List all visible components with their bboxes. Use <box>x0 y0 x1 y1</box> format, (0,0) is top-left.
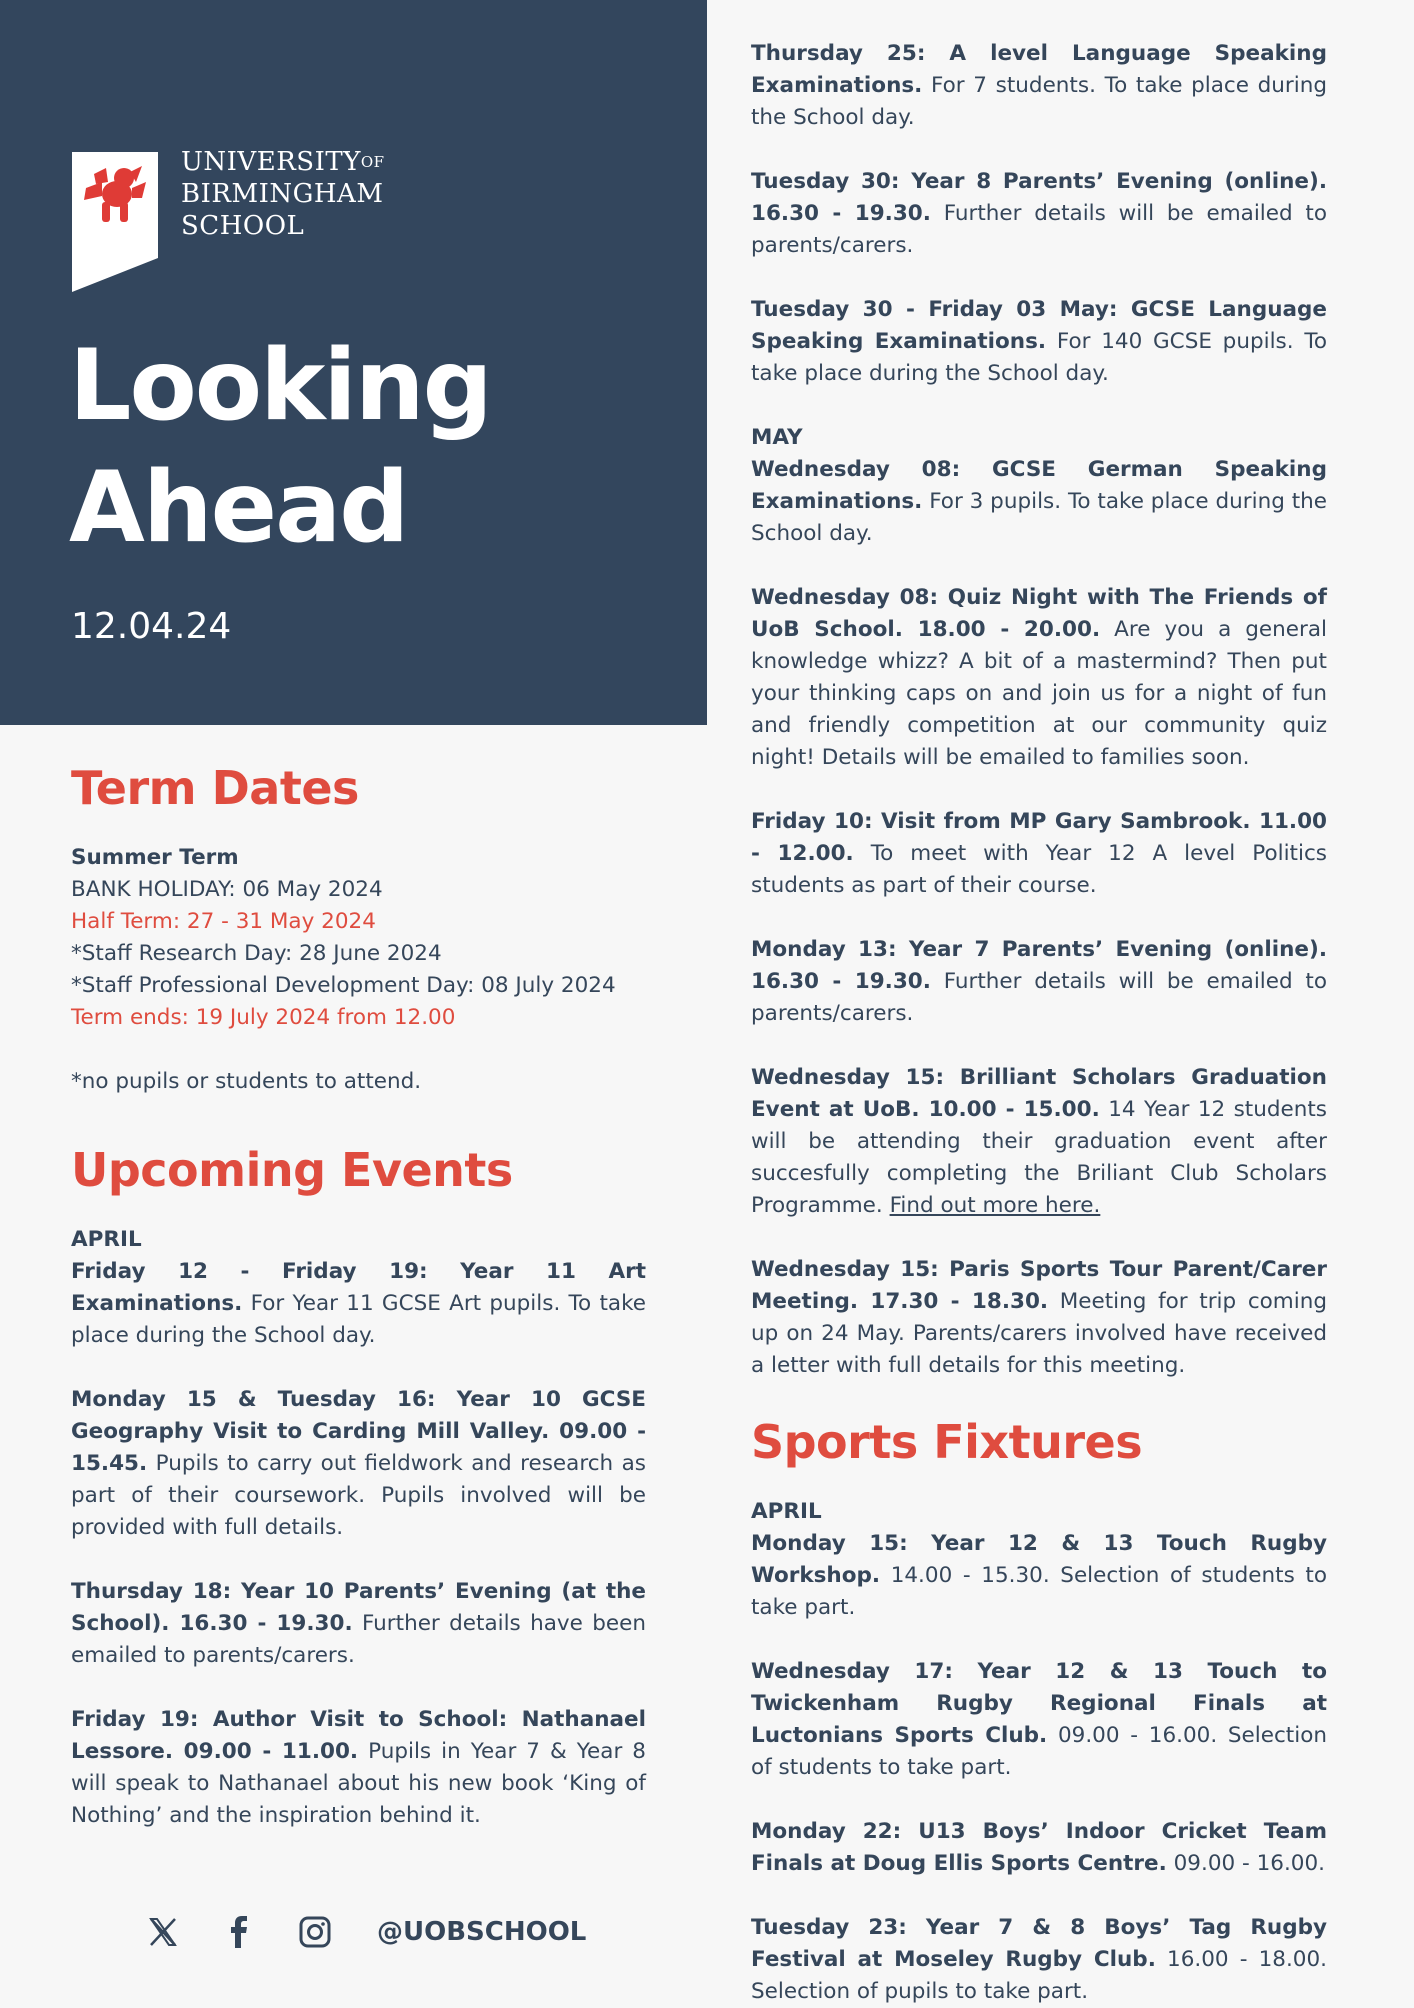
half-term: Half Term: 27 - 31 May 2024 <box>71 909 376 934</box>
event-item: Thursday 25: A level Language Speaking Examinations. For 7 students. To take place during the School day. <box>751 41 1327 130</box>
term-ends: Term ends: 19 July 2024 from 12.00 <box>71 1005 456 1030</box>
issue-date: 12.04.24 <box>71 606 232 647</box>
event-item: Monday 13: Year 7 Parents’ Evening (online). 16.30 - 19.30. Further details will be emailed to parents/carers. <box>751 937 1327 1026</box>
event-item: Wednesday 15: Brilliant Scholars Graduation Event at UoB. 10.00 - 15.00. 14 Year 12 students will be attending their graduation event after succesfully completing the Briliant Club Scholars Programme. Find out more here. <box>751 1065 1327 1218</box>
event-item: Wednesday 08: GCSE German Speaking Examinations. For 3 pupils. To take place during the School day. <box>751 457 1327 546</box>
facebook-icon[interactable] <box>221 1914 257 1950</box>
event-item: Tuesday 30 - Friday 03 May: GCSE Language Speaking Examinations. For 140 GCSE pupils. To take place during the School day. <box>751 297 1327 386</box>
right-column <box>751 38 1327 2008</box>
event-item: Wednesday 15: Paris Sports Tour Parent/Carer Meeting. 17.30 - 18.30. Meeting for trip coming up on 24 May. Parents/carers involved have received a letter with full details for this meeting. <box>751 1257 1327 1378</box>
event-item: Friday 19: Author Visit to School: Nathanael Lessore. 09.00 - 11.00. Pupils in Year 7 & Year 8 will speak to Nathanael about his new book ‘King of Nothing’ and the inspiration behind it. <box>71 1707 646 1828</box>
upcoming-events-heading: Upcoming Events <box>71 1143 513 1197</box>
month-label: APRIL <box>751 1499 822 1524</box>
page-title <box>69 325 491 569</box>
event-item: Wednesday 08: Quiz Night with The Friends of UoB School. 18.00 - 20.00. Are you a general knowledge whizz? A bit of a mastermind? Then put your thinking caps on and join us for a night of fun and friendly competition at our community quiz night! Details will be emailed to families soon. <box>751 585 1327 770</box>
term-dates-list <box>71 842 646 1098</box>
instagram-icon[interactable] <box>297 1914 333 1950</box>
school-logo <box>72 147 432 292</box>
sports-fixtures-heading: Sports Fixtures <box>751 1415 1143 1469</box>
term-name: Summer Term <box>71 845 239 870</box>
fixture-item: Wednesday 17: Year 12 & 13 Touch to Twickenham Rugby Regional Finals at Luctonians Sports Club. 09.00 - 16.00. Selection of students to take part. <box>751 1659 1327 1780</box>
staff-pd-day: *Staff Professional Development Day: 08 July 2024 <box>71 973 616 998</box>
social-links <box>145 1910 586 1954</box>
event-item: Thursday 18: Year 10 Parents’ Evening (at the School). 16.30 - 19.30. Further details have been emailed to parents/carers. <box>71 1579 646 1668</box>
title-line-1: Looking <box>69 329 491 443</box>
term-footnote: *no pupils or students to attend. <box>71 1069 422 1094</box>
logo-wordmark: $UNIVERSITY^{OF}$ BIRMINGHAM SCHOOL <box>181 147 385 241</box>
fixture-item: Monday 15: Year 12 & 13 Touch Rugby Workshop. 14.00 - 15.30. Selection of students to take part. <box>751 1531 1327 1620</box>
sports-fixtures-list <box>751 1496 1327 2008</box>
term-dates-heading: Term Dates <box>71 761 359 815</box>
event-item: Tuesday 30: Year 8 Parents’ Evening (online). 16.30 - 19.30. Further details will be emailed to parents/carers. <box>751 169 1327 258</box>
fixture-item: Tuesday 23: Year 7 & 8 Boys’ Tag Rugby Festival at Moseley Rugby Club. 16.00 - 18.00. Selection of pupils to take part. <box>751 1915 1327 2004</box>
bank-holiday: BANK HOLIDAY: 06 May 2024 <box>71 877 383 902</box>
x-icon[interactable] <box>145 1914 181 1950</box>
month-label: APRIL <box>71 1227 142 1252</box>
month-label: MAY <box>751 425 803 450</box>
find-out-more-link[interactable]: Find out more here. <box>889 1193 1101 1218</box>
event-item: Friday 12 - Friday 19: Year 11 Art Examinations. For Year 11 GCSE Art pupils. To take place during the School day. <box>71 1259 646 1348</box>
event-item: Friday 10: Visit from MP Gary Sambrook. 11.00 - 12.00. To meet with Year 12 A level Politics students as part of their course. <box>751 809 1327 898</box>
header-panel <box>0 0 707 725</box>
title-line-2: Ahead <box>69 451 408 565</box>
upcoming-events-list <box>71 1224 646 1832</box>
staff-research-day: *Staff Research Day: 28 June 2024 <box>71 941 442 966</box>
social-handle[interactable]: @UOBSCHOOL <box>377 1917 587 1947</box>
left-column <box>71 760 646 1832</box>
fixture-item: Monday 22: U13 Boys’ Indoor Cricket Team Finals at Doug Ellis Sports Centre. 09.00 - 16.00. <box>751 1819 1327 1876</box>
shield-lion-icon <box>72 152 158 292</box>
event-item: Monday 15 & Tuesday 16: Year 10 GCSE Geography Visit to Carding Mill Valley. 09.00 - 15.45. Pupils to carry out fieldwork and research as part of their coursework. Pupils involved will be provided with full details. <box>71 1387 646 1540</box>
